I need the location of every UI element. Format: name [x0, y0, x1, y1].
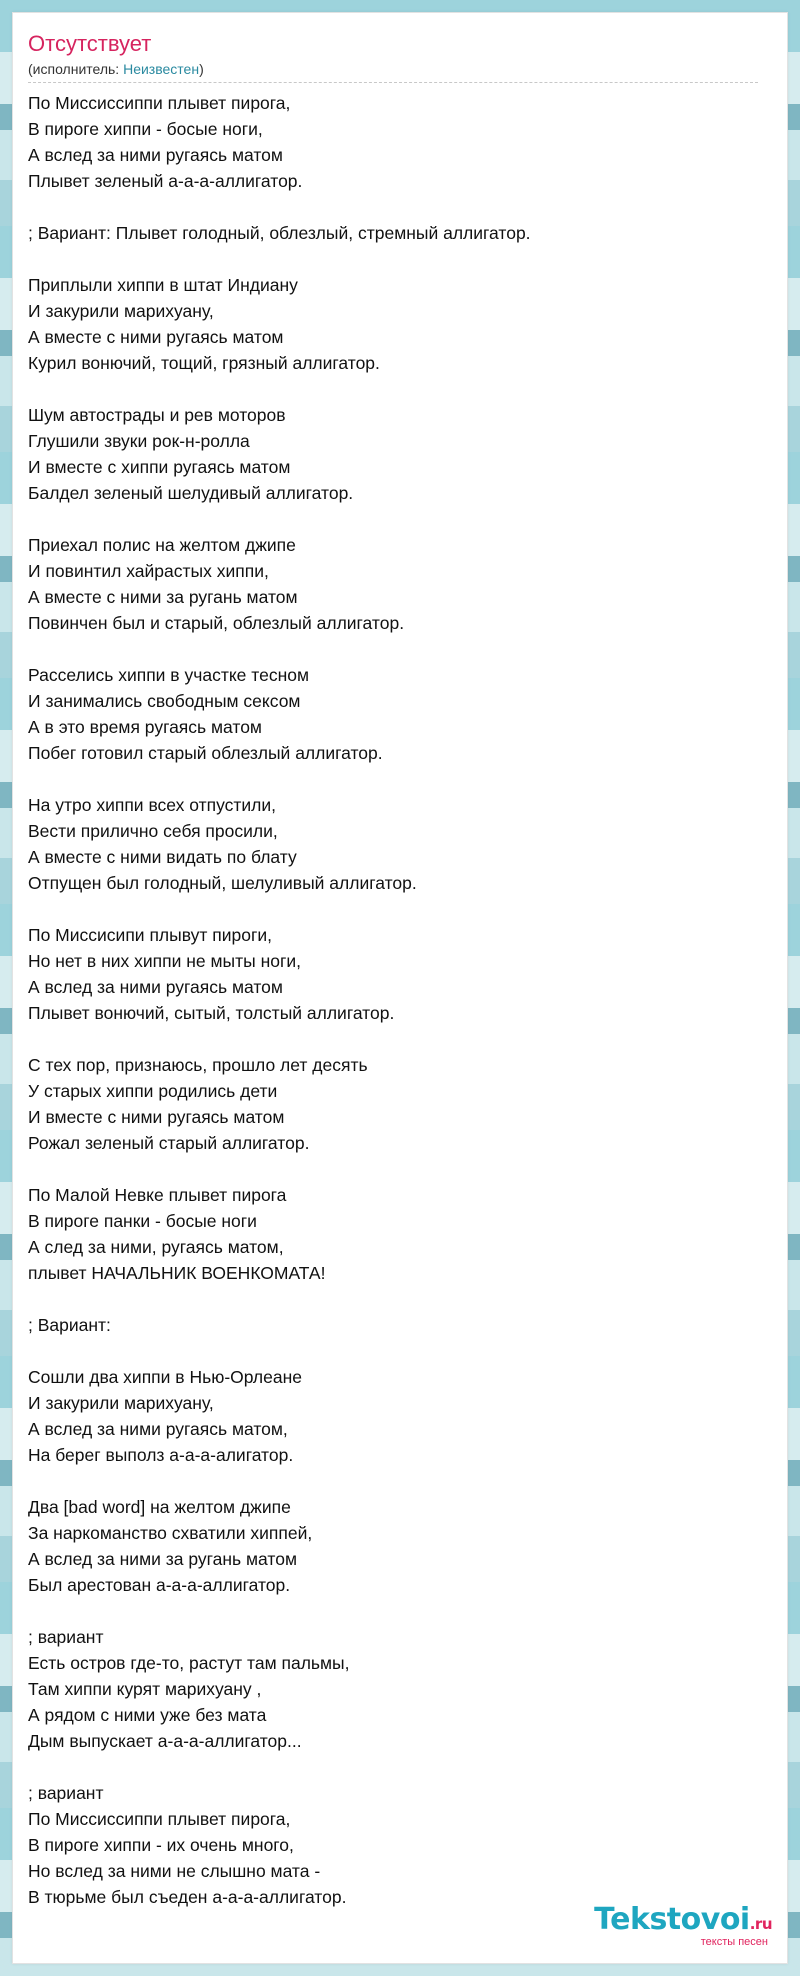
lyric-line	[28, 1598, 758, 1624]
lyric-line: А вслед за ними ругаясь матом	[28, 977, 283, 997]
logo-main-text: Tekstovoi	[594, 1902, 750, 1937]
lyric-line: ; Вариант:	[28, 1315, 111, 1335]
lyric-line	[28, 376, 758, 402]
lyric-line: Рожал зеленый старый аллигатор.	[28, 1133, 310, 1153]
lyric-line: И вместе с ними ругаясь матом	[28, 1107, 285, 1127]
lyric-line: Отпущен был голодный, шелуливый аллигатор.	[28, 873, 417, 893]
lyric-line: По Миссиссиппи плывет пирога,	[28, 93, 291, 113]
lyric-line: Приехал полис на желтом джипе	[28, 535, 296, 555]
lyric-line: На утро хиппи всех отпустили,	[28, 795, 277, 815]
lyric-line: Там хиппи курят марихуану ,	[28, 1679, 262, 1699]
lyric-line: Но нет в них хиппи не мыты ноги,	[28, 951, 301, 971]
lyric-line: Сошли два хиппи в Нью-Орлеане	[28, 1367, 302, 1387]
lyric-line: А вместе с ними видать по блату	[28, 847, 297, 867]
lyric-line	[28, 246, 758, 272]
lyric-line: Но вслед за ними не слышно мата -	[28, 1861, 321, 1881]
lyric-line: В пироге панки - босые ноги	[28, 1211, 257, 1231]
lyric-line: плывет НАЧАЛЬНИК ВОЕНКОМАТА!	[28, 1263, 326, 1283]
artist-suffix: )	[199, 61, 204, 77]
lyric-line: А вслед за ними ругаясь матом,	[28, 1419, 288, 1439]
lyric-line: В пироге хиппи - босые ноги,	[28, 119, 263, 139]
lyric-line: По Миссиссиппи плывет пирога,	[28, 1809, 291, 1829]
lyric-line: По Малой Невке плывет пирога	[28, 1185, 287, 1205]
lyric-line: Был арестован а-а-а-аллигатор.	[28, 1575, 291, 1595]
header-divider	[28, 82, 758, 83]
lyric-line: Дым выпускает а-а-а-аллигатор...	[28, 1731, 302, 1751]
lyric-line: Плывет вонючий, сытый, толстый аллигатор.	[28, 1003, 395, 1023]
lyric-line: Глушили звуки рок-н-ролла	[28, 431, 250, 451]
song-title: Отсутствует	[28, 31, 152, 56]
lyric-line	[28, 1338, 758, 1364]
lyric-line: На берег выполз а-а-а-алигатор.	[28, 1445, 294, 1465]
lyric-line: Балдел зеленый шелудивый аллигатор.	[28, 483, 354, 503]
lyric-line: И закурили марихуану,	[28, 301, 214, 321]
lyric-line: Плывет зеленый а-а-а-аллигатор.	[28, 171, 303, 191]
lyric-line: А рядом с ними уже без мата	[28, 1705, 267, 1725]
lyric-line: А в это время ругаясь матом	[28, 717, 262, 737]
logo-tagline: тексты песен	[700, 1936, 768, 1948]
lyric-line: С тех пор, признаюсь, прошло лет десять	[28, 1055, 368, 1075]
lyric-line: ; вариант	[28, 1783, 104, 1803]
lyric-line	[28, 1468, 758, 1494]
lyric-line: И вместе с хиппи ругаясь матом	[28, 457, 291, 477]
logo-tld: .ru	[749, 1915, 772, 1933]
artist-link[interactable]: Неизвестен	[123, 61, 200, 77]
logo-wordmark	[594, 1904, 772, 1940]
lyric-line: Два [bad word] на желтом джипе	[28, 1497, 291, 1517]
lyric-line	[28, 194, 758, 220]
lyric-line: Вести прилично себя просили,	[28, 821, 278, 841]
lyric-line: У старых хиппи родились дети	[28, 1081, 278, 1101]
lyric-line	[28, 506, 758, 532]
lyric-line: За наркоманство схватили хиппей,	[28, 1523, 313, 1543]
lyric-line: По Миссисипи плывут пироги,	[28, 925, 272, 945]
lyric-line: Приплыли хиппи в штат Индиану	[28, 275, 298, 295]
artist-prefix: (исполнитель:	[28, 61, 124, 77]
lyric-line: Курил вонючий, тощий, грязный аллигатор.	[28, 353, 380, 373]
lyric-line: В пироге хиппи - их очень много,	[28, 1835, 294, 1855]
lyric-line: А вместе с ними ругаясь матом	[28, 327, 284, 347]
lyric-line: Есть остров где-то, растут там пальмы,	[28, 1653, 350, 1673]
lyric-line: Расселись хиппи в участке тесном	[28, 665, 310, 685]
artist-line	[28, 60, 758, 78]
lyric-line: А вслед за ними за ругань матом	[28, 1549, 297, 1569]
lyric-line: И повинтил хайрастых хиппи,	[28, 561, 269, 581]
song-header	[28, 30, 758, 83]
lyrics-body	[28, 90, 758, 1910]
lyric-line: А вслед за ними ругаясь матом	[28, 145, 283, 165]
lyric-line	[28, 1156, 758, 1182]
lyric-line: А след за ними, ругаясь матом,	[28, 1237, 284, 1257]
lyric-line: И занимались свободным сексом	[28, 691, 301, 711]
lyric-line: Шум автострады и рев моторов	[28, 405, 286, 425]
lyric-line: В тюрьме был съеден а-а-а-аллигатор.	[28, 1887, 347, 1907]
lyric-line	[28, 1754, 758, 1780]
site-logo[interactable]	[594, 1904, 772, 1948]
lyric-line	[28, 896, 758, 922]
lyric-line	[28, 636, 758, 662]
lyric-line: Повинчен был и старый, облезлый аллигатор.	[28, 613, 405, 633]
lyric-line: Побег готовил старый облезлый аллигатор.	[28, 743, 383, 763]
lyric-line: А вместе с ними за ругань матом	[28, 587, 298, 607]
lyric-line	[28, 1286, 758, 1312]
lyric-line	[28, 766, 758, 792]
lyric-line: ; Вариант: Плывет голодный, облезлый, стремный аллигатор.	[28, 223, 531, 243]
lyric-line: ; вариант	[28, 1627, 104, 1647]
lyric-line	[28, 1026, 758, 1052]
lyric-line: И закурили марихуану,	[28, 1393, 214, 1413]
